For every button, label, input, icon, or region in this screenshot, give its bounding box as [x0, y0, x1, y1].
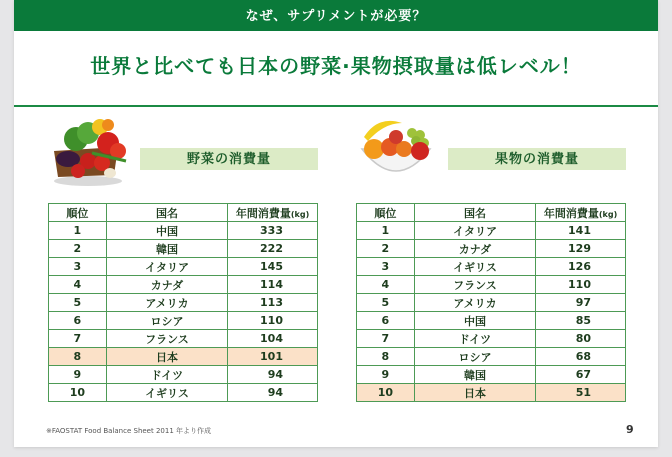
column-header-rank: 順位: [49, 204, 107, 222]
source-note: ※FAOSTAT Food Balance Sheet 2011 年より作成: [46, 427, 212, 435]
column-header-amount: [536, 204, 626, 222]
vegetables-label: 野菜の消費量: [140, 148, 318, 170]
slide: [14, 0, 658, 447]
fruits-label: 果物の消費量: [448, 148, 626, 170]
amount-cell: 110: [228, 312, 318, 330]
column-header-amount: [228, 204, 318, 222]
table-row: [357, 330, 626, 348]
amount-cell: 94: [228, 384, 318, 402]
rank-cell: 10: [49, 384, 107, 402]
fruits-table-body: [357, 222, 626, 402]
country-cell: 韓国: [106, 240, 227, 258]
country-cell: アメリカ: [414, 294, 535, 312]
country-cell: カナダ: [106, 276, 227, 294]
rank-cell: 9: [357, 366, 415, 384]
column-header-rank: 順位: [357, 204, 415, 222]
amount-cell: 145: [228, 258, 318, 276]
rank-cell: 4: [49, 276, 107, 294]
amount-cell: 67: [536, 366, 626, 384]
amount-cell: 129: [536, 240, 626, 258]
amount-cell: 68: [536, 348, 626, 366]
vegetables-table: [48, 203, 318, 402]
amount-cell: 126: [536, 258, 626, 276]
table-row: [357, 240, 626, 258]
page-title: 世界と比べても日本の野菜·果物摂取量は低レベル！: [90, 54, 582, 78]
rank-cell: 8: [49, 348, 107, 366]
country-cell: フランス: [106, 330, 227, 348]
table-row: [357, 366, 626, 384]
country-cell: 日本: [414, 384, 535, 402]
rank-cell: 10: [357, 384, 415, 402]
table-row: [49, 366, 318, 384]
column-header-country: 国名: [414, 204, 535, 222]
amount-cell: 141: [536, 222, 626, 240]
rank-cell: 3: [357, 258, 415, 276]
amount-cell: 51: [536, 384, 626, 402]
rank-cell: 8: [357, 348, 415, 366]
fruits-table: [356, 203, 626, 402]
rank-cell: 4: [357, 276, 415, 294]
table-row: [357, 276, 626, 294]
table-row: [49, 276, 318, 294]
country-cell: ロシア: [414, 348, 535, 366]
amount-cell: 110: [536, 276, 626, 294]
column-header-country: 国名: [106, 204, 227, 222]
amount-header-text: 年間消費量: [235, 206, 291, 220]
country-cell: 中国: [106, 222, 227, 240]
rank-cell: 2: [357, 240, 415, 258]
country-cell: 中国: [414, 312, 535, 330]
table-row: [49, 258, 318, 276]
amount-cell: 94: [228, 366, 318, 384]
table-row: [49, 384, 318, 402]
rank-cell: 9: [49, 366, 107, 384]
fruit-bowl-icon: [354, 113, 438, 187]
table-row: [357, 258, 626, 276]
table-row: [49, 222, 318, 240]
rank-cell: 6: [49, 312, 107, 330]
rank-cell: 3: [49, 258, 107, 276]
amount-unit: (kg): [290, 209, 310, 219]
rank-cell: 2: [49, 240, 107, 258]
table-header-row: [49, 204, 318, 222]
country-cell: 日本: [106, 348, 227, 366]
amount-cell: 101: [228, 348, 318, 366]
table-row: [49, 294, 318, 312]
amount-cell: 104: [228, 330, 318, 348]
country-cell: 韓国: [414, 366, 535, 384]
country-cell: ロシア: [106, 312, 227, 330]
amount-cell: 333: [228, 222, 318, 240]
rank-cell: 1: [357, 222, 415, 240]
table-row: [357, 294, 626, 312]
table-row: [357, 222, 626, 240]
vegetables-table-body: [49, 222, 318, 402]
rank-cell: 7: [357, 330, 415, 348]
country-cell: ドイツ: [414, 330, 535, 348]
amount-cell: 80: [536, 330, 626, 348]
rank-cell: 1: [49, 222, 107, 240]
amount-cell: 85: [536, 312, 626, 330]
page-number: 9: [626, 423, 634, 436]
amount-cell: 222: [228, 240, 318, 258]
amount-cell: 97: [536, 294, 626, 312]
table-row: [49, 312, 318, 330]
table-row: [49, 348, 318, 366]
country-cell: イタリア: [106, 258, 227, 276]
amount-cell: 114: [228, 276, 318, 294]
table-row: [49, 330, 318, 348]
country-cell: イタリア: [414, 222, 535, 240]
amount-unit: (kg): [598, 209, 618, 219]
country-cell: アメリカ: [106, 294, 227, 312]
table-row: [357, 312, 626, 330]
country-cell: フランス: [414, 276, 535, 294]
title-divider: [14, 105, 658, 107]
amount-cell: 113: [228, 294, 318, 312]
table-row: [49, 240, 318, 258]
rank-cell: 5: [49, 294, 107, 312]
table-header-row: [357, 204, 626, 222]
country-cell: イギリス: [106, 384, 227, 402]
rank-cell: 7: [49, 330, 107, 348]
vegetables-basket-icon: [48, 113, 130, 189]
rank-cell: 6: [357, 312, 415, 330]
country-cell: イギリス: [414, 258, 535, 276]
amount-header-text: 年間消費量: [543, 206, 599, 220]
top-banner: なぜ、サプリメントが必要？: [14, 0, 658, 31]
rank-cell: 5: [357, 294, 415, 312]
table-row: [357, 348, 626, 366]
country-cell: ドイツ: [106, 366, 227, 384]
country-cell: カナダ: [414, 240, 535, 258]
table-row: [357, 384, 626, 402]
